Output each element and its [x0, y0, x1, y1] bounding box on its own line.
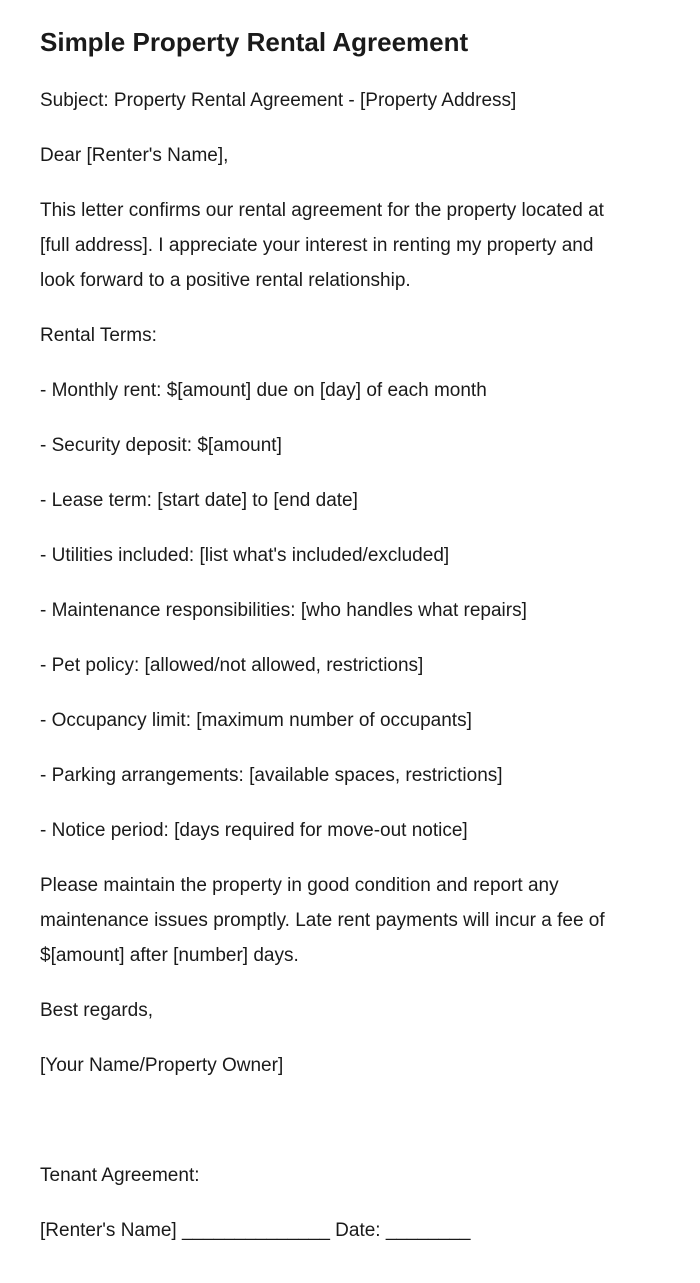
tenant-agreement-heading: Tenant Agreement: — [40, 1165, 200, 1186]
salutation: Dear [Renter's Name], — [40, 145, 229, 166]
term-monthly-rent: - Monthly rent: $[amount] due on [day] of each month — [40, 380, 487, 401]
term-utilities: - Utilities included: [list what's included/excluded] — [40, 545, 450, 566]
term-occupancy-limit: - Occupancy limit: [maximum number of occupants] — [40, 710, 472, 731]
term-parking: - Parking arrangements: [available spaces, restrictions] — [40, 765, 503, 786]
intro-paragraph: This letter confirms our rental agreement for the property located at [full address]. I appreciate your interest in renting my property and look forward to a positive rental relationship. — [40, 200, 610, 291]
term-maintenance: - Maintenance responsibilities: [who handles what repairs] — [40, 600, 527, 621]
late-fee-paragraph: Please maintain the property in good condition and report any maintenance issues promptly. Late rent payments will incur a fee of $[amount] after [number] days. — [40, 875, 610, 966]
term-pet-policy: - Pet policy: [allowed/not allowed, restrictions] — [40, 655, 424, 676]
closing-line: Best regards, — [40, 1000, 153, 1021]
blank-spacer-paragraph — [40, 1103, 632, 1138]
term-notice-period: - Notice period: [days required for move-out notice] — [40, 820, 468, 841]
term-security-deposit: - Security deposit: $[amount] — [40, 435, 282, 456]
subject-line: Subject: Property Rental Agreement - [Property Address] — [40, 90, 517, 111]
owner-signature-line: [Your Name/Property Owner] — [40, 1055, 284, 1076]
document-title: Simple Property Rental Agreement — [40, 27, 469, 57]
rental-terms-heading: Rental Terms: — [40, 325, 157, 346]
tenant-signature-line: [Renter's Name] ______________ Date: ________ — [40, 1220, 471, 1241]
term-lease-term: - Lease term: [start date] to [end date] — [40, 490, 358, 511]
